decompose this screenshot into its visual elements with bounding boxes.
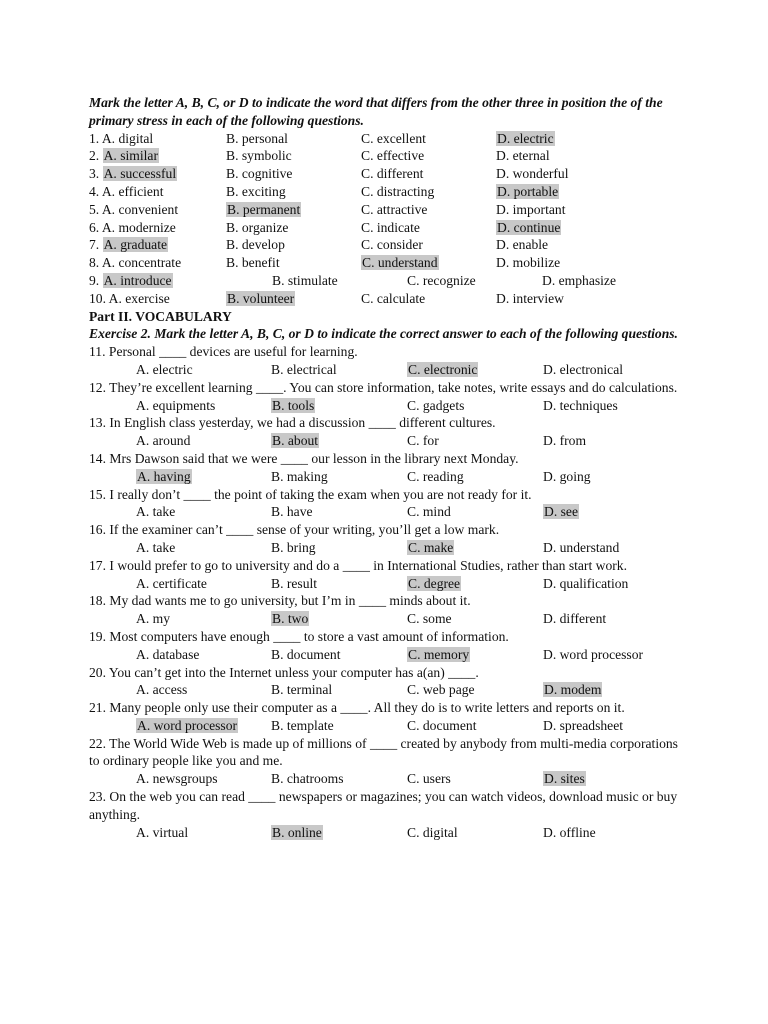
question-number: 3.	[89, 166, 100, 182]
answer-option: A. access	[136, 682, 188, 698]
vocabulary-question	[89, 628, 679, 664]
option-cell	[361, 254, 496, 272]
answer-options-row	[136, 361, 679, 379]
answer-option: A. convenient	[101, 201, 179, 217]
stress-question-row	[89, 165, 679, 183]
answer-option: B. benefit	[226, 255, 280, 271]
option-cell	[226, 130, 361, 148]
answer-option: B. stimulate	[272, 272, 338, 288]
option-cell	[89, 165, 226, 183]
option-cell	[542, 272, 672, 290]
answer-option: C. different	[361, 166, 424, 182]
answer-option: C. understand	[362, 255, 438, 271]
vocabulary-question	[89, 414, 679, 450]
answer-options-row	[136, 468, 679, 486]
answer-option: D. wonderful	[496, 166, 569, 182]
question-number: 7.	[89, 237, 100, 253]
answer-option: C. users	[407, 771, 451, 787]
option-cell	[361, 147, 496, 165]
question-text: 16. If the examiner can’t ____ sense of your writing, you’ll get a low mark.	[89, 522, 500, 538]
answer-option: A. electric	[136, 361, 193, 377]
option-cell	[543, 539, 693, 557]
answer-option: C. make	[408, 539, 454, 555]
answer-option: A. successful	[103, 166, 177, 182]
answer-option: D. going	[543, 468, 591, 484]
option-cell	[543, 717, 693, 735]
answer-option: D. eternal	[496, 148, 550, 164]
question-number: 6.	[89, 219, 100, 235]
question-number: 8.	[89, 255, 100, 271]
answer-option: B. two	[272, 611, 309, 627]
option-cell	[89, 254, 226, 272]
option-cell	[407, 397, 543, 415]
answer-option: D. offline	[543, 824, 596, 840]
option-cell	[226, 236, 361, 254]
option-cell	[136, 610, 271, 628]
option-cell	[226, 254, 361, 272]
option-cell	[407, 272, 542, 290]
stress-question-row	[89, 272, 679, 290]
option-cell	[89, 183, 226, 201]
option-cell	[543, 770, 693, 788]
option-cell	[136, 432, 271, 450]
answer-option: B. chatrooms	[271, 771, 344, 787]
answer-option: B. document	[271, 646, 341, 662]
answer-option: C. web page	[407, 682, 475, 698]
option-cell	[543, 575, 693, 593]
option-cell	[271, 646, 407, 664]
answer-option: C. attractive	[361, 201, 428, 217]
option-cell	[407, 432, 543, 450]
option-cell	[136, 824, 271, 842]
vocabulary-question	[89, 735, 679, 788]
answer-options-row	[136, 397, 679, 415]
answer-option: C. excellent	[361, 130, 426, 146]
option-cell	[89, 290, 226, 308]
vocabulary-question	[89, 521, 679, 557]
answer-option: D. different	[543, 611, 607, 627]
option-cell	[496, 130, 666, 148]
stress-question-row	[89, 183, 679, 201]
option-cell	[407, 681, 543, 699]
answer-option: B. about	[272, 433, 319, 449]
answer-options-row	[136, 503, 679, 521]
answer-option: B. electrical	[271, 361, 337, 377]
answer-option: C. distracting	[361, 183, 435, 199]
question-text: 15. I really don’t ____ the point of taking the exam when you are not ready for it.	[89, 486, 532, 502]
option-cell	[136, 646, 271, 664]
answer-option: A. around	[136, 433, 191, 449]
question-number: 5.	[89, 201, 100, 217]
answer-options-row	[136, 681, 679, 699]
answer-option: B. making	[271, 468, 328, 484]
answer-option: A. my	[136, 611, 170, 627]
option-cell	[543, 397, 693, 415]
option-cell	[271, 610, 407, 628]
vocabulary-question	[89, 592, 679, 628]
answer-option: C. calculate	[361, 290, 426, 306]
vocabulary-question	[89, 379, 679, 415]
option-cell	[543, 361, 693, 379]
option-cell	[496, 183, 666, 201]
answer-option: A. database	[136, 646, 200, 662]
answer-option: B. online	[272, 824, 322, 840]
answer-option: A. concentrate	[101, 255, 182, 271]
answer-option: D. qualification	[543, 575, 629, 591]
answer-option: D. word processor	[543, 646, 644, 662]
option-cell	[226, 290, 361, 308]
stress-question-row	[89, 147, 679, 165]
option-cell	[543, 824, 693, 842]
option-cell	[226, 219, 361, 237]
option-cell	[407, 717, 543, 735]
option-cell	[361, 183, 496, 201]
answer-options-row	[136, 824, 679, 842]
answer-option: B. terminal	[271, 682, 333, 698]
question-text: 22. The World Wide Web is made up of millions of ____ created by anybody from multi-media corporations to ordinary people like you and me.	[89, 735, 678, 769]
question-text: 21. Many people only use their computer as a ____. All they do is to write letters and reports on it.	[89, 700, 625, 716]
answer-option: D. enable	[496, 237, 549, 253]
stress-question-row	[89, 236, 679, 254]
vocabulary-question	[89, 664, 679, 700]
question-number: 1.	[89, 130, 100, 146]
option-cell	[543, 610, 693, 628]
answer-option: A. modernize	[101, 219, 176, 235]
option-cell	[136, 575, 271, 593]
option-cell	[496, 219, 666, 237]
answer-option: B. template	[271, 717, 334, 733]
question-text: 18. My dad wants me to go university, but I’m in ____ minds about it.	[89, 593, 471, 609]
option-cell	[271, 432, 407, 450]
answer-option: B. volunteer	[227, 290, 295, 306]
option-cell	[136, 681, 271, 699]
question-text: 11. Personal ____ devices are useful for learning.	[89, 344, 358, 360]
answer-option: C. electronic	[408, 361, 478, 377]
answer-option: A. word processor	[137, 717, 238, 733]
answer-option: A. newsgroups	[136, 771, 218, 787]
answer-option: A. exercise	[108, 290, 170, 306]
option-cell	[543, 503, 693, 521]
answer-options-row	[136, 432, 679, 450]
stress-question-row	[89, 219, 679, 237]
answer-options-row	[136, 717, 679, 735]
answer-option: D. see	[544, 504, 578, 520]
answer-option: C. digital	[407, 824, 458, 840]
answer-option: A. take	[136, 539, 176, 555]
question-text: 20. You can’t get into the Internet unless your computer has a(an) ____.	[89, 664, 479, 680]
option-cell	[271, 717, 407, 735]
option-cell	[89, 236, 226, 254]
option-cell	[226, 165, 361, 183]
option-cell	[543, 468, 693, 486]
document-content	[89, 94, 679, 841]
option-cell	[271, 770, 407, 788]
answer-option: D. electric	[497, 130, 554, 146]
answer-option: B. tools	[272, 397, 315, 413]
option-cell	[136, 539, 271, 557]
option-cell	[136, 717, 271, 735]
answer-option: C. recognize	[407, 272, 476, 288]
option-cell	[271, 468, 407, 486]
answer-option: B. personal	[226, 130, 288, 146]
option-cell	[496, 201, 666, 219]
answer-option: A. efficient	[101, 183, 164, 199]
vocabulary-question-list	[89, 343, 679, 841]
answer-option: B. develop	[226, 237, 285, 253]
answer-option: D. modem	[544, 682, 602, 698]
answer-option: C. effective	[361, 148, 425, 164]
answer-option: B. have	[271, 504, 313, 520]
answer-option: D. continue	[497, 219, 561, 235]
option-cell	[361, 130, 496, 148]
option-cell	[407, 824, 543, 842]
option-cell	[407, 468, 543, 486]
option-cell	[543, 646, 693, 664]
answer-options-row	[136, 610, 679, 628]
answer-option: A. virtual	[136, 824, 189, 840]
answer-option: A. equipments	[136, 397, 216, 413]
answer-options-row	[136, 646, 679, 664]
stress-question-row	[89, 130, 679, 148]
option-cell	[543, 432, 693, 450]
option-cell	[271, 539, 407, 557]
answer-option: D. from	[543, 433, 587, 449]
question-number: 10.	[89, 290, 106, 306]
answer-option: D. important	[496, 201, 566, 217]
option-cell	[271, 824, 407, 842]
option-cell	[407, 646, 543, 664]
answer-option: A. graduate	[103, 237, 168, 253]
stress-question-row	[89, 201, 679, 219]
option-cell	[89, 147, 226, 165]
answer-option: C. consider	[361, 237, 423, 253]
answer-option: C. indicate	[361, 219, 420, 235]
question-text: 12. They’re excellent learning ____. You can store information, take notes, write essays and do calculations.	[89, 379, 678, 395]
answer-option: C. reading	[407, 468, 464, 484]
option-cell	[361, 165, 496, 183]
option-cell	[496, 290, 666, 308]
option-cell	[407, 575, 543, 593]
option-cell	[271, 397, 407, 415]
vocabulary-question	[89, 450, 679, 486]
answer-option: B. bring	[271, 539, 316, 555]
option-cell	[407, 503, 543, 521]
answer-option: A. digital	[101, 130, 154, 146]
answer-option: C. for	[407, 433, 439, 449]
option-cell	[136, 468, 271, 486]
option-cell	[271, 681, 407, 699]
option-cell	[226, 201, 361, 219]
answer-option: D. understand	[543, 539, 620, 555]
answer-option: C. some	[407, 611, 452, 627]
stress-question-row	[89, 290, 679, 308]
answer-options-row	[136, 539, 679, 557]
answer-option: C. degree	[408, 575, 461, 591]
answer-option: C. memory	[408, 646, 470, 662]
option-cell	[407, 539, 543, 557]
option-cell	[361, 236, 496, 254]
vocabulary-question	[89, 699, 679, 735]
option-cell	[271, 575, 407, 593]
option-cell	[89, 219, 226, 237]
option-cell	[361, 290, 496, 308]
answer-option: A. similar	[103, 148, 158, 164]
question-number: 2.	[89, 148, 100, 164]
question-text: 17. I would prefer to go to university and do a ____ in International Studies, rather than start work.	[89, 557, 627, 573]
option-cell	[89, 130, 226, 148]
option-cell	[407, 361, 543, 379]
vocabulary-question	[89, 788, 679, 841]
answer-option: C. mind	[407, 504, 451, 520]
answer-option: A. take	[136, 504, 176, 520]
answer-option: D. portable	[497, 183, 559, 199]
answer-option: D. techniques	[543, 397, 618, 413]
answer-options-row	[136, 770, 679, 788]
instruction-vocabulary: Exercise 2. Mark the letter A, B, C, or D to indicate the correct answer to each of the following questions.	[89, 326, 678, 342]
vocabulary-question	[89, 486, 679, 522]
vocabulary-question	[89, 557, 679, 593]
answer-option: B. exciting	[226, 183, 286, 199]
option-cell	[271, 361, 407, 379]
question-text: 19. Most computers have enough ____ to store a vast amount of information.	[89, 628, 509, 644]
answer-option: A. certificate	[136, 575, 207, 591]
option-cell	[361, 219, 496, 237]
option-cell	[272, 272, 407, 290]
option-cell	[496, 236, 666, 254]
stress-question-list	[89, 130, 679, 308]
instruction-stress: Mark the letter A, B, C, or D to indicate the word that differs from the other three in position the of the primary stress in each of the following questions.	[89, 95, 663, 128]
option-cell	[407, 770, 543, 788]
answer-option: B. symbolic	[226, 148, 292, 164]
answer-option: B. organize	[226, 219, 289, 235]
option-cell	[496, 254, 666, 272]
answer-option: A. having	[137, 468, 191, 484]
stress-question-row	[89, 254, 679, 272]
answer-option: C. gadgets	[407, 397, 465, 413]
option-cell	[89, 201, 226, 219]
answer-option: B. permanent	[227, 201, 301, 217]
answer-option: C. document	[407, 717, 477, 733]
question-number: 9.	[89, 272, 100, 288]
vocabulary-question	[89, 343, 679, 379]
answer-option: A. introduce	[103, 272, 172, 288]
answer-option: D. sites	[544, 771, 585, 787]
option-cell	[136, 397, 271, 415]
option-cell	[496, 147, 666, 165]
question-text: 14. Mrs Dawson said that we were ____ our lesson in the library next Monday.	[89, 450, 519, 466]
option-cell	[407, 610, 543, 628]
option-cell	[226, 183, 361, 201]
part-two-heading: Part II. VOCABULARY	[89, 308, 232, 324]
answer-option: D. electronical	[543, 361, 624, 377]
answer-option: B. cognitive	[226, 166, 293, 182]
answer-option: D. emphasize	[542, 272, 616, 288]
answer-options-row	[136, 575, 679, 593]
option-cell	[136, 361, 271, 379]
answer-option: D. mobilize	[496, 255, 561, 271]
question-text: 13. In English class yesterday, we had a discussion ____ different cultures.	[89, 415, 496, 431]
option-cell	[271, 503, 407, 521]
option-cell	[496, 165, 666, 183]
question-text: 23. On the web you can read ____ newspapers or magazines; you can watch videos, download music or buy anything.	[89, 789, 678, 822]
option-cell	[226, 147, 361, 165]
option-cell	[89, 272, 272, 290]
answer-option: D. spreadsheet	[543, 717, 624, 733]
answer-option: B. result	[271, 575, 318, 591]
option-cell	[136, 770, 271, 788]
option-cell	[136, 503, 271, 521]
question-number: 4.	[89, 183, 100, 199]
option-cell	[361, 201, 496, 219]
answer-option: D. interview	[496, 290, 564, 306]
option-cell	[543, 681, 693, 699]
